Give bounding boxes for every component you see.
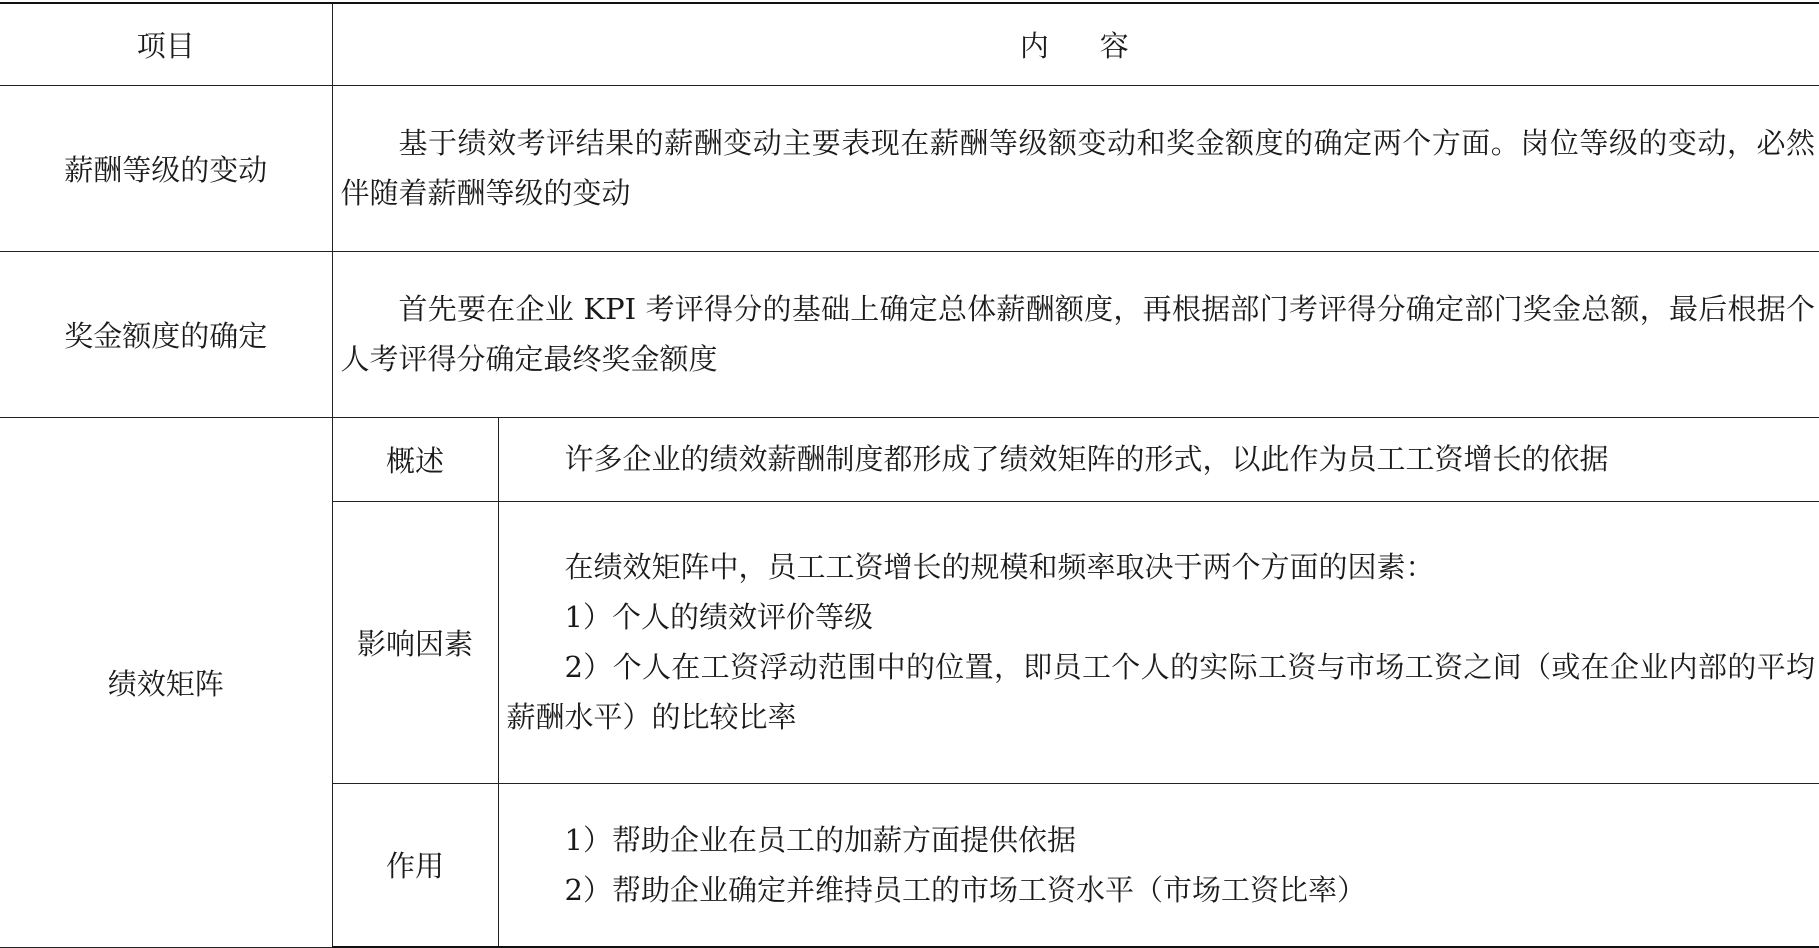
- factors-label: 影响因素: [356, 626, 473, 661]
- row-item-cell: [0, 251, 332, 417]
- factors-point-1: 1）个人的绩效评价等级: [564, 600, 873, 634]
- header-content-label-a: 内: [1019, 28, 1052, 63]
- overview-label: 概述: [385, 443, 444, 478]
- effect-point-2: 2）帮助企业确定并维持员工的市场工资水平（市场工资比率）: [564, 872, 1366, 907]
- row-item-cell: [0, 85, 332, 251]
- row-content-text: 首先要在企业 KPI 考评得分的基础上确定总体薪酬额度，再根据部门考评得分确定部门奖金总额，最后根据个人考评得分确定最终奖金额度: [340, 292, 1815, 376]
- factors-label-cell: [332, 501, 498, 783]
- row-content-text: 基于绩效考评结果的薪酬变动主要表现在薪酬等级额变动和奖金额度的确定两个方面。岗位等级的变动，必然伴随着薪酬等级的变动: [340, 126, 1815, 210]
- header-content-label-b: 容: [1099, 28, 1132, 63]
- effect-label: 作用: [385, 849, 444, 884]
- table-header-row: [0, 3, 1819, 85]
- row-content-cell: [332, 85, 1819, 251]
- matrix-item-label: 绩效矩阵: [107, 666, 224, 701]
- header-item-cell: [0, 3, 332, 85]
- factors-point-2: 2）个人在工资浮动范围中的位置，即员工个人的实际工资与市场工资之间（或在企业内部的平均薪酬水平）的比较比率: [506, 650, 1815, 734]
- row-item-label: 奖金额度的确定: [64, 318, 268, 353]
- table-row: [0, 251, 1819, 417]
- table-row: [0, 417, 1819, 501]
- row-item-label: 薪酬等级的变动: [64, 152, 268, 187]
- overview-content-text: 许多企业的绩效薪酬制度都形成了绩效矩阵的形式，以此作为员工工资增长的依据: [564, 442, 1609, 476]
- table-row: [0, 85, 1819, 251]
- header-item-label: 项目: [136, 28, 195, 63]
- overview-label-cell: [332, 417, 498, 501]
- matrix-item-cell: [0, 417, 332, 947]
- effect-label-cell: [332, 783, 498, 947]
- factors-content-cell: [498, 501, 1819, 783]
- salary-table: [0, 2, 1819, 948]
- effect-point-1: 1）帮助企业在员工的加薪方面提供依据: [564, 822, 1076, 857]
- overview-content-cell: [498, 417, 1819, 501]
- effect-content-cell: [498, 783, 1819, 947]
- factors-intro-text: 在绩效矩阵中，员工工资增长的规模和频率取决于两个方面的因素：: [564, 550, 1435, 584]
- header-content-cell: [332, 3, 1819, 85]
- row-content-cell: [332, 251, 1819, 417]
